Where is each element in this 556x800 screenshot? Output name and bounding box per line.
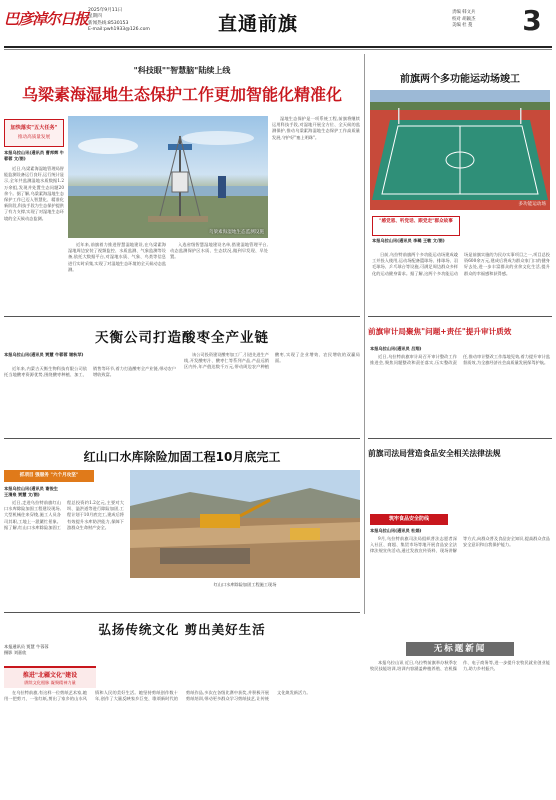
construction-site-icon [130, 470, 360, 578]
paragraph: 日前,乌拉特前旗两个多功能运动场建成竣工并投入使用,运动场配备篮球场、排球场、羽毛球场、乒乓球台等设施,可满足周边群众多样化的运动健身需求。据了解,这两个多功能运动场是前旗实施的为民办实事项目之一,项目总投资600余万元,建成后将成为群众家门口的健身好去处,进一步丰富群众的业余文化生活,提升群众的幸福感和获得感。 [372, 252, 550, 276]
story-body [372, 252, 550, 314]
campaign-badge [4, 119, 64, 147]
page-number: 3 [522, 4, 542, 37]
story-kicker: "科技眼""智慧脑"陆续上线 [133, 65, 231, 75]
newspaper-logo: 巴彦淖尔日报 [4, 10, 89, 28]
paragraph: 近日,走进乌拉特前旗红山口水库除险加固工程建设现场,大型机械往来穿梭,施工人员各司其职,工地上一派繁忙景象。据了解,红山口水库除险加固工程总投资约1.2亿元,主要对大坝、溢洪道等进行除险加固,工程计划于10月底完工,建成后将有效提升水库防洪能力,保障下游群众生命财产安全。 [4, 500, 124, 530]
story-byline: 本报乌拉山讯(通讯员 杜娟) [370, 528, 422, 533]
middle-story [4, 320, 360, 436]
paragraph: 近日,乌梁素海湿地管理局智能监测设备运行良好,运行统计显示,全年共监测湿地水质数据1.2万余组,发现并处置生态问题20余个。据了解,乌梁素海湿地生态保护工作已迈入智慧化、精准化新阶段,科技手段为生态保护提供了有力支撑,实现了对湿地生态环境的全天候动态监测。 [4, 166, 64, 221]
story-headline: 前旗审计局聚焦"问题+责任"提升审计质效 [368, 327, 512, 336]
editor-credits [452, 10, 475, 30]
story-byline: 本报乌拉山讯(通讯员 贾慧 牛蓉蓉 谢秋苹) [4, 352, 84, 357]
paragraph: 本报乌拉山讯 近日,乌拉特前旗举办秋季农牧民技能培训,培训内容涵盖种植养殖、农机操作、电子商务等,进一步提升农牧民就业创业能力,助力乡村振兴。 [370, 660, 550, 672]
section-rule [368, 316, 552, 317]
sports-court-photo [370, 90, 550, 210]
section-rule [4, 438, 360, 439]
story-headline: 弘扬传统文化 剪出美好生活 [98, 622, 266, 637]
campaign-badge: 筑牢食品安全防线 [370, 514, 448, 525]
editor-line: 美编 杜 蔓 [452, 23, 473, 29]
paragraph: 湿地生态保护是一项系统工程,前旗将继续运用科技手段,对湿地开展全方位、全天候的监测保护,推动乌梁素海湿地生态保护工作高质量发展,守护好"塞上明珠"。 [272, 116, 360, 140]
masthead-rule [4, 46, 552, 48]
story-body [370, 660, 550, 796]
story-body-col2 [68, 242, 166, 314]
story-byline: 本报乌拉山讯(通讯员 曹邦辉 牛蓉蓉 文/图) [4, 150, 64, 162]
story-headline: 前旗司法局营造食品安全相关法律法规 [368, 449, 501, 458]
byline-label: 本报通讯员 贾慧 牛蓉蓉 [4, 644, 49, 649]
story-body-col4 [272, 116, 360, 314]
photo-caption: 多功能运动场 [518, 202, 546, 207]
photo-caption: 乌梁素海湿地生态监测设施 [208, 230, 264, 235]
issue-weekday: 星期四 [88, 14, 102, 20]
story-badge: "感党恩、听党话、跟党走"群众故事 [372, 216, 460, 236]
editor-line: 校对 胡颖杰 [452, 16, 476, 22]
paragraph: 近日,乌拉特前旗审计局召开审计整改工作推进会,聚焦问题整改和责任落实,压实整改责任,推动审计整改工作落地见效,着力提升审计监督质效,为全旗经济社会高质量发展保驾护航。 [370, 354, 550, 366]
story-body-col1 [4, 166, 64, 314]
badge-sub: 推动高质量发展 [17, 135, 51, 140]
story-byline: 本报乌拉山讯(通讯员 吕翔) [370, 346, 422, 351]
paragraph: 该公司投资建设酸枣加工厂,引进先进生产线,开发酸枣汁、酸枣仁等系列产品,产品远销区内外,年产值达数千万元,带动周边农户种植酸枣,实现了企业增效、农民增收的双赢局面。 [184, 352, 360, 370]
story-byline: 本报乌拉山讯(通讯员 李璐 王敏 文/图) [372, 238, 445, 243]
right-low-story [368, 442, 552, 638]
top-story [4, 54, 360, 316]
contact-email: E-mail:pwh1933@126.com [88, 27, 150, 33]
reservoir-story [4, 442, 360, 608]
paragraph: 近年来,前旗着力推进智慧湿地建设,在乌梁素海湿地周边安装了视频监控、水质监测、气象监测等设备,依托大数据平台,对湿地水质、气象、鸟类等信息进行实时采集,实现了对湿地生态环境的全天候动态监测。 [68, 242, 166, 272]
paragraph: 近年来,内蒙古天衡生物科技有限公司依托当地酸枣资源优势,围绕酸枣种植、加工、销售等环节,着力打造酸枣全产业链,带动农户增收致富。 [4, 366, 176, 378]
section-rule [4, 316, 360, 317]
story-body [370, 536, 550, 636]
story-headline: 乌梁素海湿地生态保护工作更加智能化精准化 [21, 85, 342, 104]
column-divider [364, 54, 365, 614]
issue-date: 2025年9月11日 [88, 8, 123, 13]
byline-names: 贾慧 牛蓉蓉 [26, 644, 49, 649]
reservoir-photo [130, 470, 360, 578]
badge-main: 推进"北疆文化"建设 [22, 672, 78, 679]
editor-line: 责编 韩文兵 [452, 10, 476, 15]
byline-photo: 摄影 刘嘉欣 [4, 650, 27, 656]
right-top-story [368, 54, 552, 316]
story-body-col3 [170, 242, 268, 314]
culture-story [4, 616, 360, 798]
section-rule [4, 612, 360, 613]
masthead-rule-thin [4, 49, 552, 50]
masthead [0, 0, 556, 48]
story-body-b [184, 352, 360, 434]
culture-badge [4, 666, 96, 688]
masthead-info [88, 8, 150, 34]
paragraph: 入选省级智慧湿地建设名单,搭建湿地管理平台,动态监测保护区水质、生态状况,做到早发现、早处置。 [170, 242, 268, 260]
story-body [4, 690, 360, 796]
section-header: 无标题新闻 [406, 642, 514, 656]
story-headline: 前旗两个多功能运动场竣工 [400, 74, 520, 85]
campaign-badge: 抓项目 强服务 "六个月攻坚" [4, 470, 94, 482]
story-body [370, 354, 550, 434]
section-rule [368, 438, 552, 439]
story-headline: 天衡公司打造酸枣全产业链 [95, 330, 269, 346]
paragraph: 在乌拉特前旗,有这样一位剪纸艺术家,她用一把剪刀、一张红纸,剪出了家乡的山水风情和人民的美好生活。她坚持剪纸创作数十年,创作了大量反映家乡巨变、歌颂新时代的剪纸作品,多次在各级比赛中获奖,并积极开展剪纸培训,带动更多群众学习剪纸技艺,让传统文化焕发新活力。 [4, 690, 311, 702]
news-hotline: 新闻热线:8530153 [88, 20, 129, 26]
wireless-news [368, 640, 552, 798]
story-body-a [4, 366, 176, 434]
right-mid-story [368, 320, 552, 436]
byline-block [4, 644, 94, 664]
page-title: 直通前旗 [218, 13, 299, 35]
paragraph: 9月,乌拉特前旗司法局组织普法志愿者深入社区、商超、集贸市场等地开展食品安全法律法规宣传活动,通过发放宣传资料、现场讲解等方式,向群众普及食品安全知识,提高群众食品安全意识和自我保护能力。 [370, 536, 550, 554]
story-headline: 红山口水库除险加固工程10月底完工 [83, 450, 281, 464]
story-byline: 本报乌拉山讯(通讯员 谢俊生 王清泉 贾慧 文/图) [4, 486, 58, 498]
court-illustration-icon [370, 90, 550, 210]
badge-sub: 赓续文化根脉 凝聚精神力量 [24, 680, 76, 685]
wetland-photo [68, 116, 268, 238]
badge-main: 加快落实"五大任务" [10, 125, 58, 131]
monitoring-station-icon [68, 116, 268, 238]
story-body [4, 500, 124, 606]
photo-caption: 红山口水库除险加固工程施工现场 [213, 582, 277, 587]
